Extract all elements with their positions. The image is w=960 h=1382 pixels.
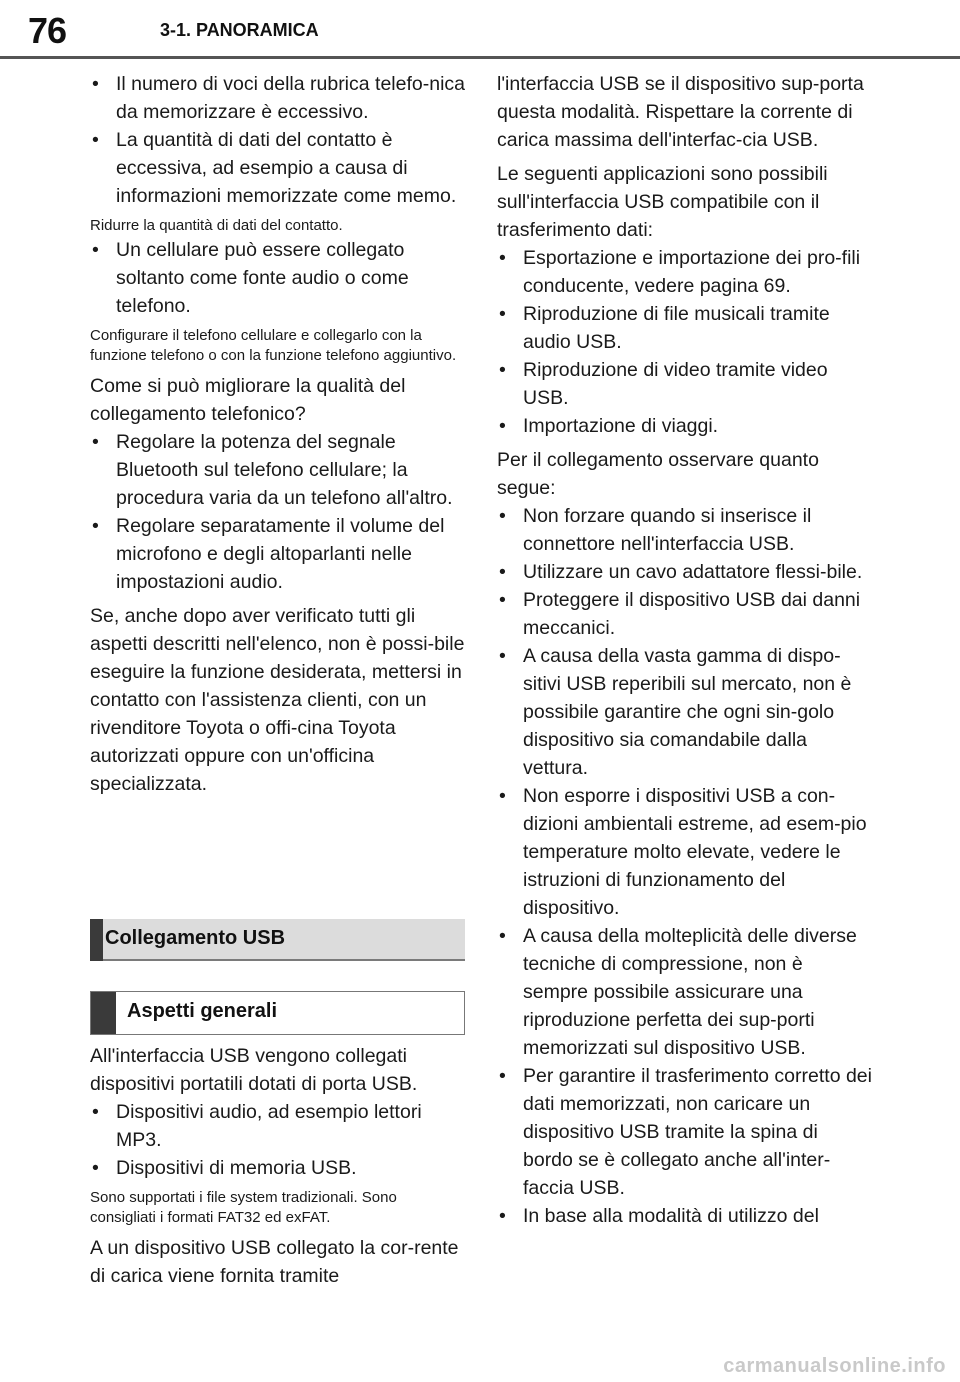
list-item: • Dispositivi di memoria USB. — [90, 1154, 465, 1182]
note-text: Sono supportati i file system tradizionali. Sono consigliati i formati FAT32 ed exFAT. — [90, 1189, 397, 1226]
left-column — [90, 70, 465, 798]
list-item: • Proteggere il dispositivo USB dai danni meccanici. — [497, 586, 872, 642]
list-item: • Per garantire il trasferimento corretto dei dati memorizzati, non caricare un dispositivo USB tramite la spina di bordo se è collegato anche all'inter-faccia USB. — [497, 1062, 872, 1202]
list-item: • Importazione di viaggi. — [497, 412, 872, 440]
bullet-list — [90, 428, 465, 596]
subsection-heading-label: Aspetti generali — [127, 1000, 278, 1022]
list-item: • A causa della molteplicità delle diverse tecniche di compressione, non è sempre possibile assicurare una riproduzione perfetta dei sup-porti memorizzati sul dispositivo USB. — [497, 922, 872, 1062]
bullet-list — [90, 236, 465, 320]
watermark: carmanualsonline.info — [723, 1355, 946, 1377]
list-item: • Non forzare quando si inserisce il connettore nell'interfaccia USB. — [497, 502, 872, 558]
section-heading-label: Collegamento USB — [105, 927, 286, 949]
bullet-list — [497, 502, 872, 1230]
list-item: • Il numero di voci della rubrica telefo-nica da memorizzare è eccessivo. — [90, 70, 465, 126]
note-text: Configurare il telefono cellulare e collegarlo con la funzione telefono o con la funzione telefono aggiuntivo. — [90, 327, 457, 364]
list-item: • La quantità di dati del contatto è eccessiva, ad esempio a causa di informazioni memorizzate come memo. — [90, 126, 465, 210]
paragraph: A un dispositivo USB collegato la cor-rente di carica viene fornita tramite — [90, 1237, 459, 1287]
section-heading — [90, 919, 465, 961]
section-title: 3-1. PANORAMICA — [160, 20, 319, 40]
list-item: • Un cellulare può essere collegato soltanto come fonte audio o come telefono. — [90, 236, 465, 320]
list-item: • A causa della vasta gamma di dispo-sitivi USB reperibili sul mercato, non è possibile garantire che ogni sin-golo dispositivo sia comandabile dalla vettura. — [497, 642, 872, 782]
list-item: • Riproduzione di file musicali tramite audio USB. — [497, 300, 872, 356]
list-item: • Regolare separatamente il volume del microfono e degli altoparlanti nelle impostazioni audio. — [90, 512, 465, 596]
closing-paragraph: Se, anche dopo aver verificato tutti gli aspetti descritti nell'elenco, non è possi-bile eseguire la funzione desiderata, mettersi in contatto con l'assistenza clienti, con un rivenditore Toyota o offi-cina Toyota autorizzati oppure con un'officina specializzata. — [90, 605, 465, 795]
list-item: • In base alla modalità di utilizzo del — [497, 1202, 872, 1230]
page-header — [0, 0, 960, 62]
header-divider — [0, 56, 960, 59]
intro-paragraph: All'interfaccia USB vengono collegati dispositivi portatili dotati di porta USB. — [90, 1045, 418, 1095]
note-text: Ridurre la quantità di dati del contatto. — [90, 217, 343, 234]
bullet-list — [90, 70, 465, 210]
bullet-list — [497, 244, 872, 440]
subsection-heading — [90, 991, 465, 1035]
list-item: • Esportazione e importazione dei pro-fili conducente, vedere pagina 69. — [497, 244, 872, 300]
list-item: • Utilizzare un cavo adattatore flessi-bile. — [497, 558, 872, 586]
paragraph: Per il collegamento osservare quanto segue: — [497, 449, 819, 499]
list-item: • Dispositivi audio, ad esempio lettori MP3. — [90, 1098, 465, 1154]
paragraph: Le seguenti applicazioni sono possibili sull'interfaccia USB compatibile con il trasferimento dati: — [497, 163, 828, 241]
right-column — [497, 70, 872, 1230]
bullet-list — [90, 1098, 465, 1182]
list-item: • Non esporre i dispositivi USB a con-dizioni ambientali estreme, ad esem-pio temperature molto elevate, vedere le istruzioni di funzionamento del dispositivo. — [497, 782, 872, 922]
heading-marker — [90, 919, 103, 961]
list-item: • Regolare la potenza del segnale Bluetooth sul telefono cellulare; la procedura varia da un telefono all'altro. — [90, 428, 465, 512]
subheading-marker — [91, 992, 116, 1034]
list-item: • Riproduzione di video tramite video USB. — [497, 356, 872, 412]
page-number: 76 — [28, 10, 67, 51]
paragraph: l'interfaccia USB se il dispositivo sup-porta questa modalità. Rispettare la corrente di carica massima dell'interfac-cia USB. — [497, 73, 864, 151]
question-text: Come si può migliorare la qualità del collegamento telefonico? — [90, 375, 406, 425]
left-column-lower — [90, 1042, 465, 1290]
